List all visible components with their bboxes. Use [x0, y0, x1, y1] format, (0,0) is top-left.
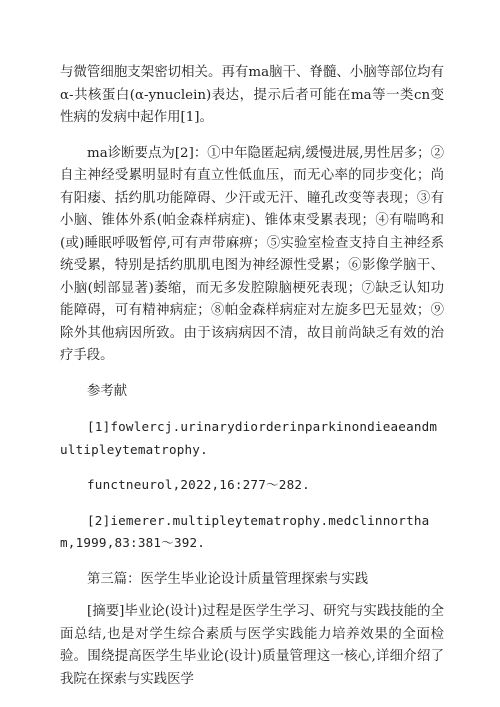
reference-1: [1]fowlercj.urinarydiorderinparkinondieaeandmultipleytematrophy. [60, 419, 438, 457]
abstract-paragraph: [摘要]毕业论(设计)过程是医学生学习、研究与实践技能的全面总结,也是对学生综合素质与医学实践能力培养效果的全面检验。围绕提高医学生毕业论(设计)质量管理这一核心,详细介绍了我院在探索与实践医学 [60, 604, 444, 687]
paragraph-mechanism: 与微管细胞支架密切相关。再有ma脑干、脊髓、小脑等部位均有α-共核蛋白(α-ynuclein)表达，提示后者可能在ma等一类cn变性病的发病中起作用[1]。 [60, 65, 444, 125]
reference-2: [2]iemerer.multipleytematrophy.medclinnortham,1999,83:381～392. [60, 512, 430, 550]
chapter-title: 第三篇：医学生毕业论设计质量管理探索与实践 [87, 571, 369, 587]
references-heading: 参考献 [87, 383, 128, 399]
paragraph-diagnosis-criteria: ma诊断要点为[2]：①中年隐匿起病,缓慢进展,男性居多；②自主神经受累明显时有直立性低血压，而无心率的同步变化；尚有阳痿、括约肌功能障碍、少汗或无汗、瞳孔改变等表现；③有小脑、锥体外系(帕金森样病症)、锥体束受累表现；④有喘鸣和(或)睡眠呼吸暂停,可有声带麻痹；⑤实验室检查支持自主神经系统受累，特别是括约肌肌电图为神经源性受累；⑥影像学脑干、小脑(蚓部显著)萎缩，而无多发腔隙脑梗死表现；⑦缺乏认知功能障碍，可有精神病症；⑧帕金森样病症对左旋多巴无显效；⑨除外其他病因所致。由于该病病因不清，故目前尚缺乏有效的治疗手段。 [60, 145, 444, 363]
reference-1-continuation: functneurol,2022,16:277～282. [87, 477, 310, 492]
